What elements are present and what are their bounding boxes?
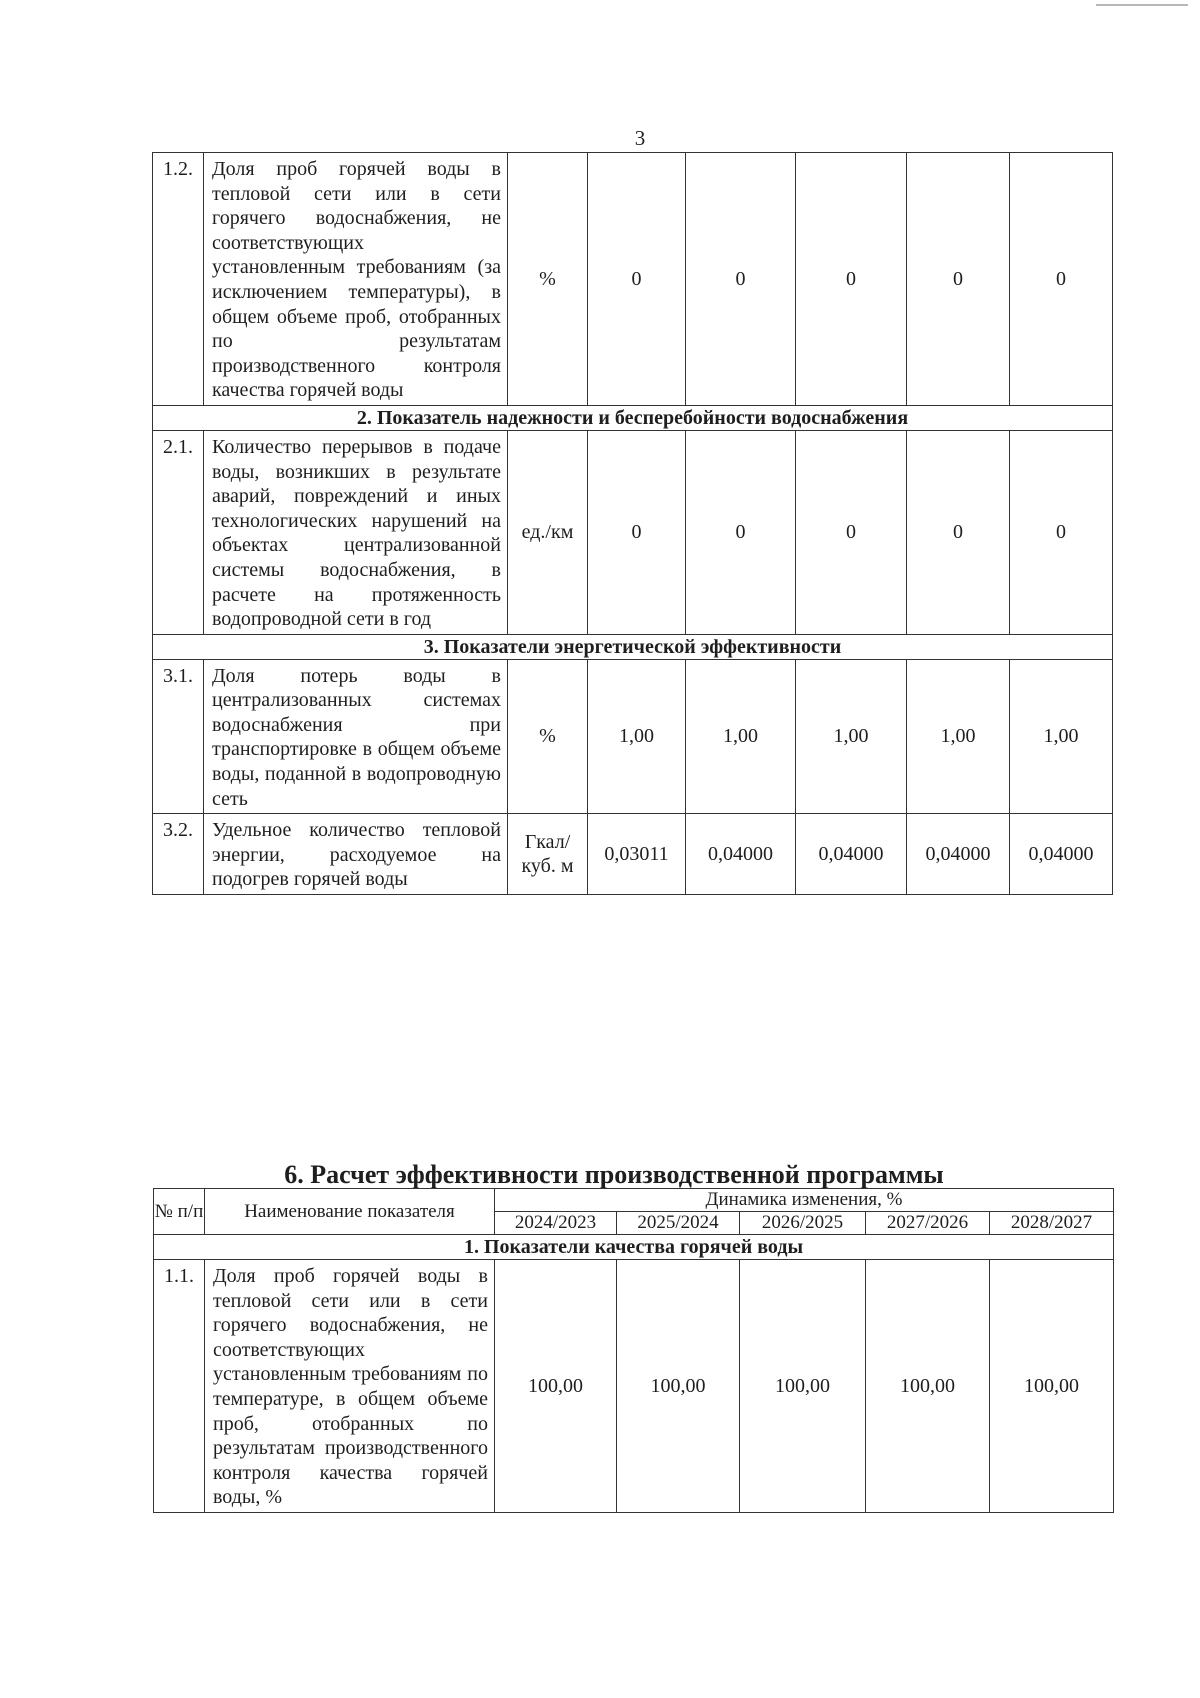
value-cell: 100,00 [866,1260,990,1513]
table-row [153,430,1113,634]
table-row [154,1260,1114,1513]
value-cell: 1,00 [588,659,686,814]
value-cell: 100,00 [617,1260,740,1513]
table-row [153,814,1113,895]
indicator-description: Удельное количество тепловой энергии, расходуемое на подогрев горячей воды [204,814,508,895]
value-cell: 0,04000 [1010,814,1113,895]
value-cell: 0 [686,430,796,634]
value-cell: 1,00 [686,659,796,814]
value-cell: 0 [796,153,907,406]
value-cell: 0,04000 [907,814,1010,895]
header-row [154,1189,1114,1212]
indicator-description: Доля проб горячей воды в тепловой сети или в сети горячего водоснабжения, не соответствующих установленным требованиям (за исключением температуры), в общем объеме проб, отобранных по результатам производственного контроля качества горячей воды [204,153,508,406]
value-cell: 0 [796,430,907,634]
value-cell: 0 [907,430,1010,634]
value-cell: 0 [588,153,686,406]
value-cell: 0 [1010,430,1113,634]
year-header: 2027/2026 [866,1212,990,1235]
value-cell: 0,04000 [796,814,907,895]
year-header: 2024/2023 [495,1212,617,1235]
section-row [153,634,1113,659]
value-cell: 0,04000 [686,814,796,895]
value-cell: 0 [907,153,1010,406]
value-cell: 1,00 [907,659,1010,814]
indicators-table [152,152,1113,895]
value-cell: 0,03011 [588,814,686,895]
row-number: 1.2. [153,153,204,406]
value-cell: 0 [686,153,796,406]
column-header-number: № п/п [154,1189,205,1235]
value-cell: 0 [1010,153,1113,406]
unit-cell: % [508,659,588,814]
section-title: 2. Показатель надежности и бесперебойности водоснабжения [153,405,1113,430]
year-header: 2028/2027 [990,1212,1114,1235]
table-row [153,659,1113,814]
indicator-description: Количество перерывов в подаче воды, возникших в результате аварий, повреждений и иных технологических нарушений на объектах централизованной системы водоснабжения, в расчете на протяженность водопроводной сети в год [204,430,508,634]
page-number: 3 [634,126,646,150]
indicator-description: Доля проб горячей воды в тепловой сети или в сети горячего водоснабжения, не соответствующих установленным требованиям по температуре, в общем объеме проб, отобранных по результатам производственного контроля качества горячей воды, % [205,1260,495,1513]
value-cell: 100,00 [495,1260,617,1513]
column-header-name: Наименование показателя [205,1189,495,1235]
column-header-dynamics: Динамика изменения, % [495,1189,1114,1212]
section-heading: 6. Расчет эффективности производственной программы [284,1160,944,1189]
value-cell: 100,00 [740,1260,866,1513]
year-header: 2026/2025 [740,1212,866,1235]
value-cell: 100,00 [990,1260,1114,1513]
table-row [153,153,1113,406]
value-cell: 1,00 [1010,659,1113,814]
row-number: 1.1. [154,1260,205,1513]
value-cell: 0 [588,430,686,634]
row-number: 3.2. [153,814,204,895]
section-row [154,1235,1114,1260]
unit-cell: % [508,153,588,406]
section-title: 3. Показатели энергетической эффективности [153,634,1113,659]
efficiency-table [153,1188,1114,1513]
row-number: 3.1. [153,659,204,814]
row-number: 2.1. [153,430,204,634]
corner-line [1096,4,1188,6]
indicator-description: Доля потерь воды в централизованных системах водоснабжения при транспортировке в общем объеме воды, поданной в водопроводную сеть [204,659,508,814]
year-header: 2025/2024 [617,1212,740,1235]
value-cell: 1,00 [796,659,907,814]
unit-cell: ед./км [508,430,588,634]
unit-cell: Гкал/ куб. м [508,814,588,895]
section-title: 1. Показатели качества горячей воды [154,1235,1114,1260]
section-row [153,405,1113,430]
